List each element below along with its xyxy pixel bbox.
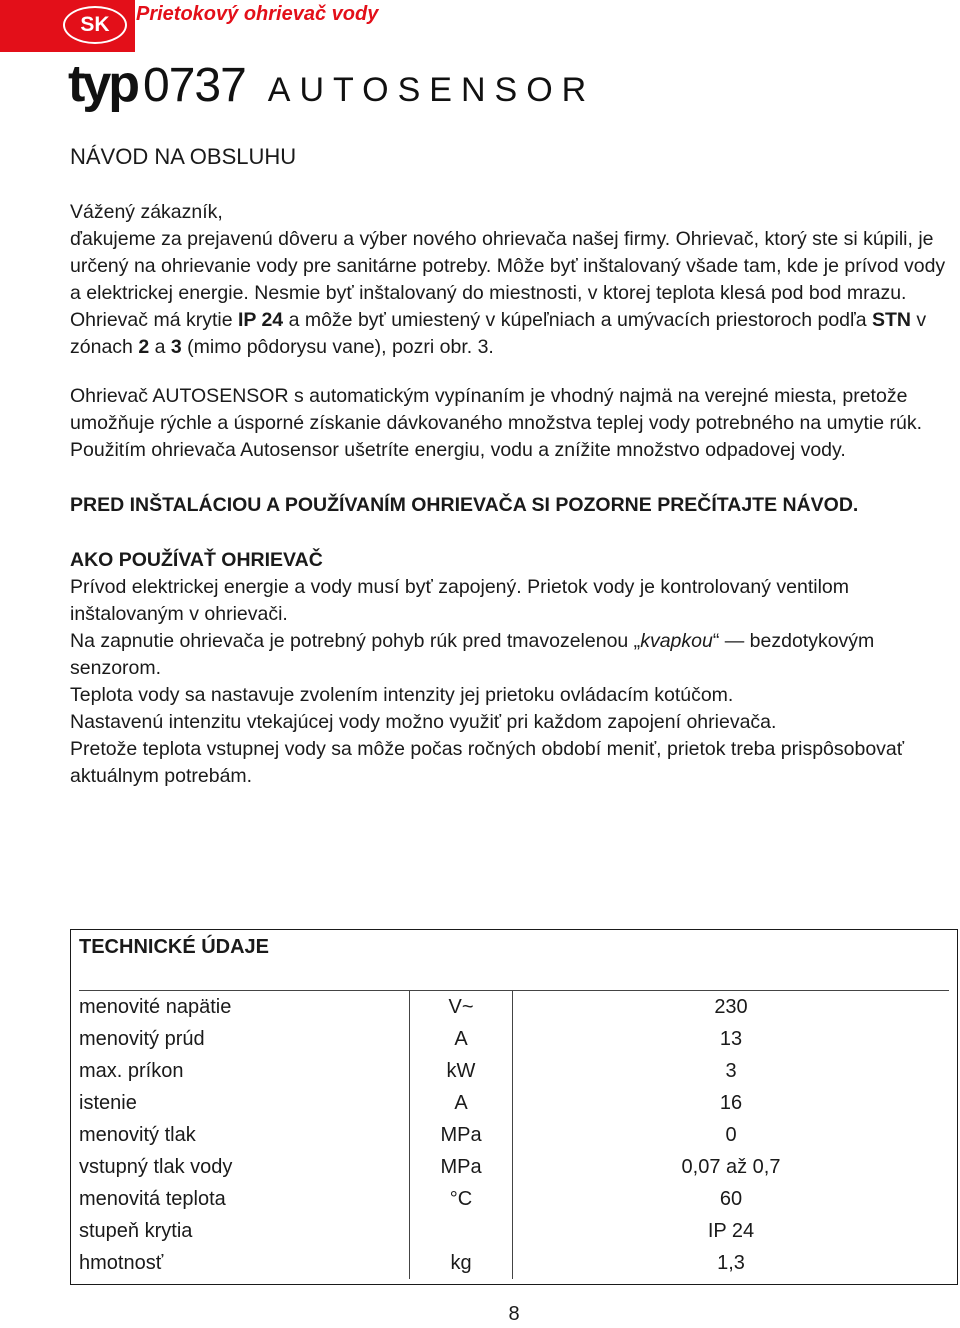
protection-paragraph [70, 307, 960, 361]
spec-name: menovitý tlak [79, 1119, 410, 1151]
spec-value: 0,07 až 0,7 [681, 1155, 781, 1178]
table-row [79, 1215, 949, 1247]
table-row [79, 1087, 949, 1119]
usage-line: Prívod elektrickej energie a vody musí byť zapojený. Prietok vody je kontrolovaný ventilom inštalovaným v ohrievači. [70, 576, 850, 625]
spec-unit: °C [410, 1183, 513, 1215]
spec-name: max. príkon [79, 1055, 410, 1087]
spec-value: 60 [719, 1187, 743, 1210]
text-run: “ — bezdotykovým senzorom. [70, 630, 875, 679]
drop-sensor-term: kvapkou [640, 630, 713, 652]
text-run: a môže byť umiestený v kúpeľniach a umývacích priestoroch podľa [283, 309, 872, 331]
model-number: 0737 [143, 59, 246, 112]
table-row [79, 1151, 949, 1183]
text-run: Na zapnutie ohrievača je potrebný pohyb rúk pred tmavozelenou „ [70, 630, 641, 652]
usage-line: Teplota vody sa nastavuje zvolením intenzity jej prietoku ovládacím kotúčom. [70, 684, 734, 706]
spec-value: IP 24 [707, 1219, 755, 1242]
spec-unit: A [410, 1023, 513, 1055]
header-title: Prietokový ohrievač vody [136, 3, 379, 25]
spec-value: 16 [719, 1091, 743, 1114]
page-number: 8 [508, 1303, 520, 1325]
autosensor-paragraph: Ohrievač AUTOSENSOR s automatickým vypínaním je vhodný najmä na verejné miesta, pretože umožňuje rýchle a úsporné získanie dávkovaného množstva teplej vody potrebného na umytie rúk. [70, 385, 922, 434]
model-name: AUTOSENSOR [267, 71, 596, 109]
intro-paragraph: ďakujeme za prejavenú dôveru a výber nového ohrievača našej firmy. Ohrievač, ktorý ste si kúpili, je určený na ohrievanie vody pre sanitárne potreby. Môže byť inštalovaný všade tam, kde je prívod vody a elektrickej energie. Nesmie byť inštalovaný do miestnosti, v ktorej teplota klesá pod bod mrazu. [70, 228, 946, 304]
spec-value: 230 [513, 991, 950, 1024]
spec-value: 13 [719, 1027, 743, 1050]
stn-standard: STN [871, 309, 911, 331]
spec-value: 3 [725, 1059, 737, 1082]
text-run: Ohrievač má krytie [70, 309, 238, 331]
spec-value: 0 [725, 1123, 737, 1146]
spec-name: hmotnosť [79, 1247, 410, 1279]
warning-text: PRED INŠTALÁCIOU A POUŽÍVANÍM OHRIEVAČA SI POZORNE PREČÍTAJTE NÁVOD. [70, 494, 859, 516]
technical-specs-box [70, 929, 958, 1285]
table-row [79, 1247, 949, 1279]
specs-title: TECHNICKÉ ÚDAJE [79, 936, 270, 958]
spec-name: menovitý prúd [79, 1023, 410, 1055]
spec-name: menovitá teplota [79, 1183, 410, 1215]
spec-name: menovité napätie [79, 991, 410, 1024]
usage-line [70, 628, 960, 682]
savings-paragraph: Použitím ohrievača Autosensor ušetríte energiu, vodu a znížite množstvo odpadovej vody. [70, 439, 846, 461]
model-title [68, 54, 595, 114]
usage-line: Nastavenú intenzitu vtekajúcej vody možno využiť pri každom zapojení ohrievača. [70, 711, 777, 733]
usage-heading: AKO POUŽÍVAŤ OHRIEVAČ [70, 549, 323, 571]
zone-3: 3 [170, 336, 182, 358]
spec-unit: A [410, 1087, 513, 1119]
spec-name: vstupný tlak vody [79, 1151, 410, 1183]
section-heading: NÁVOD NA OBSLUHU [70, 144, 297, 169]
document-body [70, 199, 960, 790]
table-row [79, 1183, 949, 1215]
usage-line: Pretože teplota vstupnej vody sa môže počas ročných období meniť, prietok treba prispôsobovať aktuálnym potrebám. [70, 738, 905, 787]
ip-rating: IP 24 [237, 309, 284, 331]
spec-unit [410, 1215, 513, 1247]
zone-2: 2 [138, 336, 150, 358]
spec-value: 1,3 [717, 1251, 745, 1274]
spec-unit: kW [410, 1055, 513, 1087]
spec-unit: kg [410, 1247, 513, 1279]
table-row [79, 1023, 949, 1055]
table-row [79, 1055, 949, 1087]
model-typ: typ [68, 55, 137, 113]
greeting: Vážený zákazník, [70, 201, 223, 223]
table-row [79, 991, 949, 1024]
spec-name: istenie [79, 1087, 410, 1119]
text-run: v zónach [70, 309, 927, 358]
spec-name: stupeň krytia [79, 1215, 410, 1247]
table-row [79, 1119, 949, 1151]
spec-unit: MPa [410, 1151, 513, 1183]
language-badge: SK [63, 6, 127, 44]
spec-unit: MPa [410, 1119, 513, 1151]
text-run: (mimo pôdorysu vane), pozri obr. 3. [181, 336, 494, 358]
specs-table [79, 990, 949, 1279]
spec-unit: V~ [410, 991, 513, 1024]
text-run: a [149, 336, 171, 358]
